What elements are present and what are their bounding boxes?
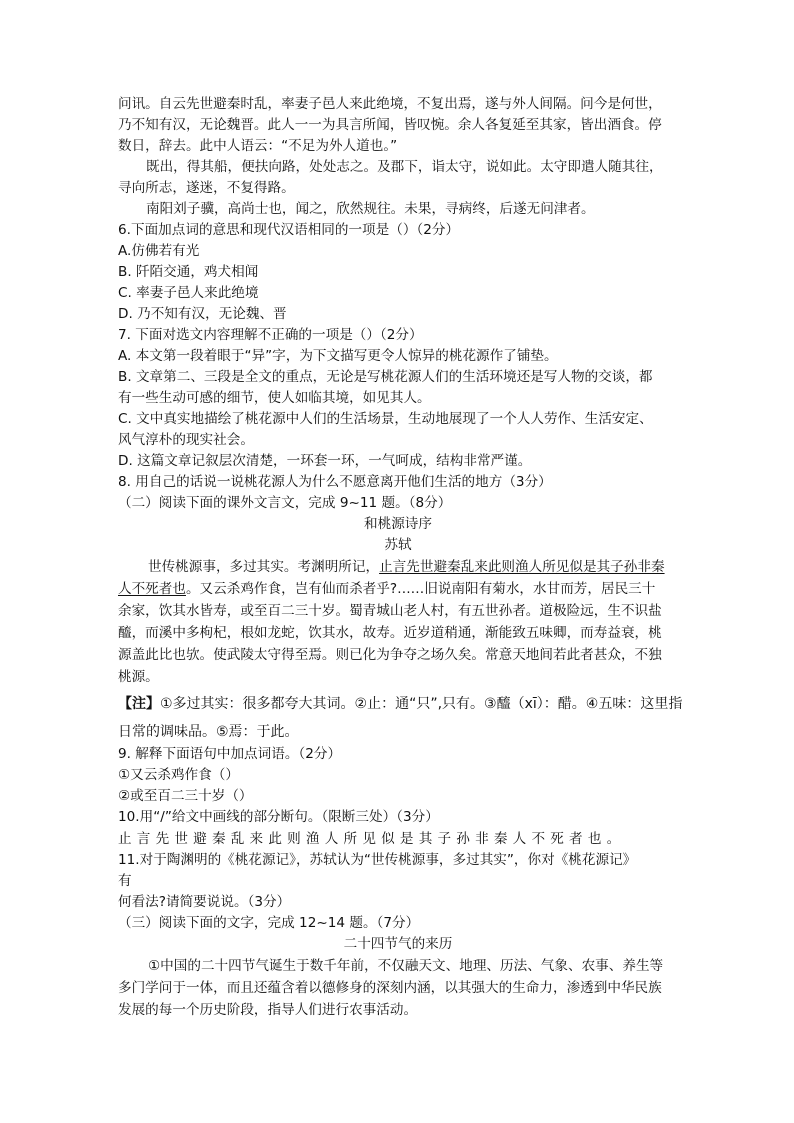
q7-line: C. 文中真实地描绘了桃花源中人们的生活场景，生动地展现了一个人人劳作、生活安定、: [118, 411, 653, 427]
article-title: 二十四节气的来历: [343, 936, 453, 952]
essay-text: 。又云杀鸡作食，岂有仙而杀者乎?……旧说南阳有菊水，水甘而芳，居民三十: [185, 581, 656, 597]
annotation-text: ①多过其实：很多都夸大其词。②止：通“只”,只有。③醯（xī）：醋。④五味：这里指: [160, 696, 683, 712]
underlined-sentence-part: 止言先世避秦乱来此则渔人所见似是其子孙非秦: [379, 559, 665, 575]
article-line: ①中国的二十四节气诞生于数千年前，不仅融天文、地理、历法、气象、农事、养生等: [148, 958, 664, 974]
passage-line: 南阳刘子骥，高尚士也，闻之，欣然规往。未果，寻病终，后遂无问津者。: [146, 201, 595, 217]
section-3-heading: （三）阅读下面的文字，完成 12~14 题。（7分）: [118, 915, 420, 931]
question-9-stem: 9. 解释下面语句中加点词语。（2分）: [118, 746, 342, 762]
annotation-label: 【注】: [118, 696, 160, 712]
essay-line: 源盖此比也欤。使武陵太守得至焉。则已化为争夺之场久矣。常意天地间若此者甚众，不独: [118, 647, 662, 663]
essay-line: 桃源。: [118, 669, 159, 685]
q7-line: A. 本文第一段着眼于“异”字，为下文描写更令人惊异的桃花源作了铺垫。: [118, 348, 558, 364]
essay-title: 和桃源诗序: [364, 516, 432, 532]
passage-line: 乃不知有汉，无论魏晋。此人一一为具言所闻，皆叹惋。余人各复延至其家，皆出酒食。停: [118, 117, 662, 133]
question-11-line: 11.对于陶渊明的《桃花源记》，苏轼认为“世传桃源事，多过其实”，你对《桃花源记》: [118, 852, 637, 868]
underlined-sentence-part: 人不死者也: [118, 581, 186, 597]
annotation-line: [118, 694, 682, 714]
q7-line: 风气淳朴的现实社会。: [118, 432, 254, 448]
essay-text: 世传桃源事，多过其实。考渊明所记，: [148, 559, 380, 575]
passage-line: 数日，辞去。此中人语云：“不足为外人道也。”: [118, 138, 398, 154]
question-11-line: 有: [118, 873, 132, 889]
question-8-stem: 8. 用自己的话说一说桃花源人为什么不愿意离开他们生活的地方（3分）: [118, 474, 552, 490]
essay-line: [118, 579, 655, 599]
essay-line: 醯，而溪中多枸杞，根如龙蛇，饮其水，故寿。近岁道稍通，渐能致五味卿，而寿益衰，桃: [118, 625, 662, 641]
q7-line: B. 文章第二、三段是全文的重点，无论是写桃花源人们的生活环境还是写人物的交谈，都: [118, 369, 653, 385]
section-2-heading: （二）阅读下面的课外文言文，完成 9~11 题。（8分）: [118, 495, 452, 511]
passage-line: 问讯。自云先世避秦时乱，率妻子邑人来此绝境，不复出焉，遂与外人间隔。问今是何世，: [118, 96, 662, 112]
q6-option-c: C. 率妻子邑人来此绝境: [118, 285, 259, 301]
article-line: 发展的每一个历史阶段，指导人们进行农事活动。: [118, 1002, 418, 1018]
question-10-stem: 10.用“/”给文中画线的部分断句。（限断三处）（3分）: [118, 809, 439, 825]
q6-option-a: A.仿佛若有光: [118, 243, 200, 259]
article-line: 多门学问于一体，而且还蕴含着以德修身的深刻内涵，以其强大的生命力，渗透到中华民族: [118, 980, 662, 996]
passage-line: 寻向所志，遂迷，不复得路。: [118, 180, 295, 196]
question-6-stem: 6.下面加点词的意思和现代汉语相同的一项是（）（2分）: [118, 222, 460, 238]
passage-line: 既出，得其船，便扶向路，处处志之。及郡下，诣太守，说如此。太守即遣人随其往，: [146, 159, 663, 175]
question-7-stem: 7. 下面对选文内容理解不正确的一项是（）（2分）: [118, 327, 423, 343]
essay-author: 苏轼: [384, 537, 412, 553]
annotation-line: 日常的调味品。⑤焉：于此。: [118, 724, 299, 740]
q6-option-d: D. 乃不知有汉，无论魏、晋: [118, 306, 287, 322]
essay-line: 余家，饮其水皆寿，或至百二三十岁。蜀青城山老人村，有五世孙者。道极险远，生不识盐: [118, 603, 662, 619]
q9-item: ②或至百二三十岁（）: [118, 788, 253, 804]
q6-option-b: B. 阡陌交通，鸡犬相闻: [118, 264, 259, 280]
q7-line: D. 这篇文章记叙层次清楚，一环套一环，一气呵成，结构非常严谨。: [118, 453, 532, 469]
q7-line: 有一些生动可感的细节，使人如临其境，如见其人。: [118, 390, 431, 406]
essay-line: [148, 557, 665, 577]
q10-sentence: 止言先世避秦乱来此则渔人所见似是其子孙非秦人不死者也。: [118, 831, 626, 847]
question-11-line: 何看法?请简要说说。（3分）: [118, 894, 291, 910]
q9-item: ①又云杀鸡作食（）: [118, 767, 239, 783]
